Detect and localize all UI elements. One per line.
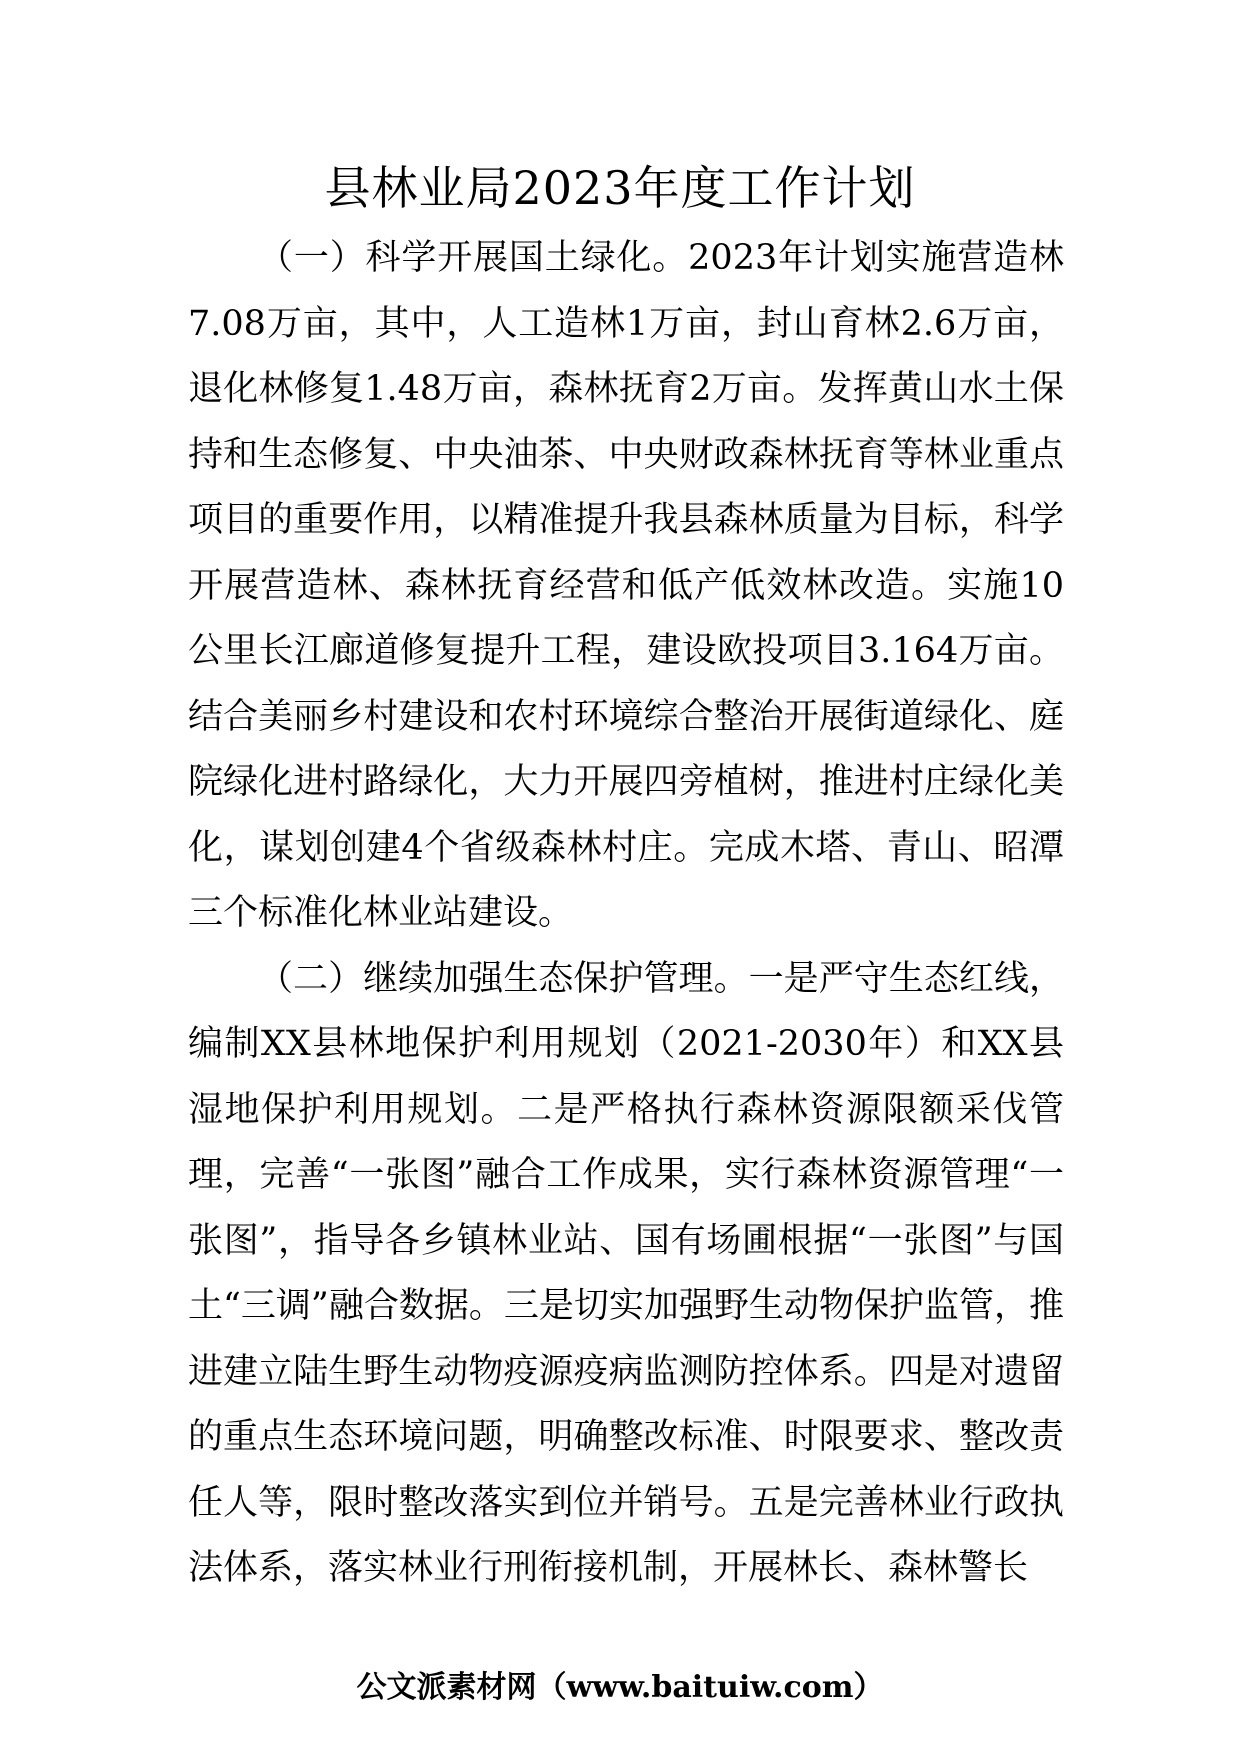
document-title: 县林业局2023年度工作计划 — [324, 161, 916, 215]
footer-watermark: 公文派素材网（www.baituiw.com） — [356, 1670, 884, 1705]
paragraph-1: （一）科学开展国土绿化。2023年计划实施营造林7.08万亩，其中，人工造林1万亩，封山育林2.6万亩，退化林修复1.48万亩，森林抚育2万亩。发挥黄山水土保持和生态修复、中央油茶、中央财政森林抚育等林业重点项目的重要作用，以精准提升我县森林质量为目标，科学开展营造林、森林抚育经营和低产低效林改造。实施10公里长江廊道修复提升工程，建设欧投项目3.164万亩。结合美丽乡村建设和农村环境综合整治开展街道绿化、庭院绿化进村路绿化，大力开展四旁植树，推进村庄绿化美化，谋划创建4个省级森林村庄。完成木塔、青山、昭潭三个标准化林业站建设。 — [188, 238, 1064, 933]
paragraph-2: （二）继续加强生态保护管理。一是严守生态红线，编制XX县林地保护利用规划（2021-2030年）和XX县湿地保护利用规划。二是严格执行森林资源限额采伐管理，完善“一张图”融合工作成果，实行森林资源管理“一张图”，指导各乡镇林业站、国有场圃根据“一张图”与国土“三调”融合数据。三是切实加强野生动物保护监管，推进建立陆生野生动物疫源疫病监测防控体系。四是对遗留的重点生态环境问题，明确整改标准、时限要求、整改责任人等，限时整改落实到位并销号。五是完善林业行政执法体系，落实林业行刑衔接机制，开展林长、森林警长 — [188, 958, 1064, 1588]
document-body — [188, 226, 1064, 1602]
